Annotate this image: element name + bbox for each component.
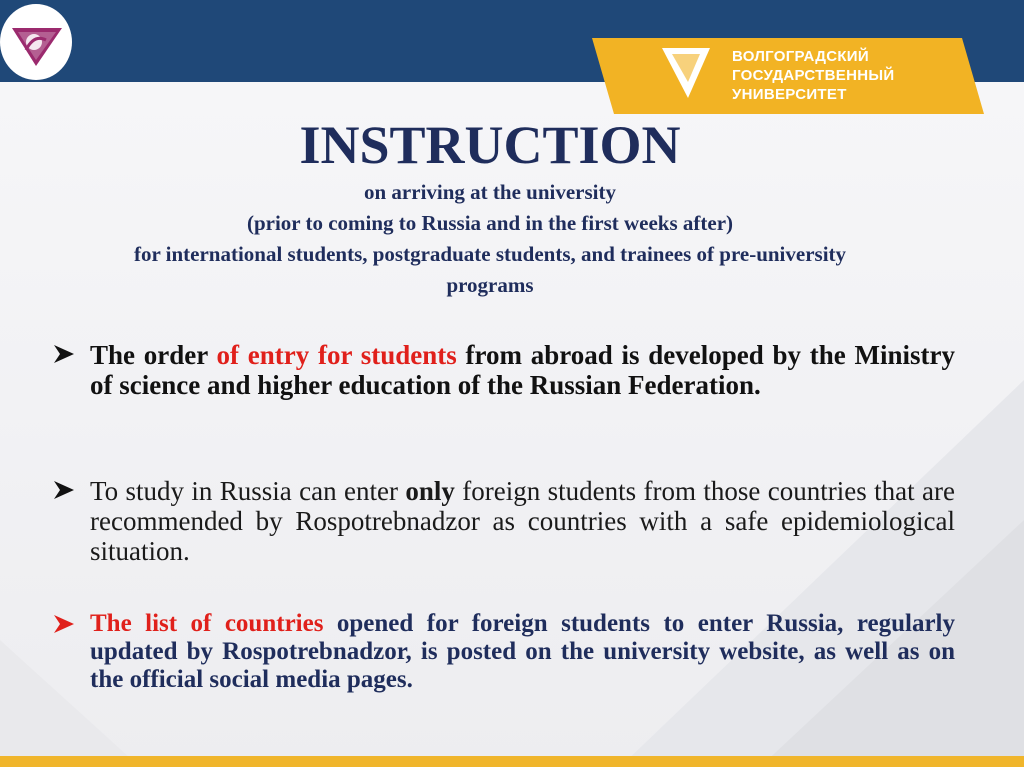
bullet-text-part: from abroad is developed by the Ministry of science and higher education of the Russian Federation. (90, 340, 955, 400)
subtitle-line-1: on arriving at the university (364, 180, 616, 204)
subtitle-line-4: programs (446, 273, 534, 297)
university-name-line-1: ВОЛГОГРАДСКИЙ (732, 48, 869, 65)
university-name-line-3: УНИВЕРСИТЕТ (732, 86, 847, 103)
bullet-text-part: To study in Russia can enter (90, 476, 406, 506)
highlight-entry-for-students: of entry for students (216, 340, 457, 370)
bullet-text-part: opened for foreign students to enter Russia, regularly updated by Rospotrebnadzor, is posted on the university website, as well as on the official social media pages. (90, 610, 955, 693)
bullet-text-part: foreign students from those countries that are recommended by Rospotrebnadzor as countries with a safe epidemiological situation. (90, 476, 955, 566)
arrow-bullet-red-icon (50, 612, 78, 636)
emphasis-only: only (405, 476, 455, 506)
bullet-text-part: The order (90, 340, 217, 370)
bullet-item-safe-countries (50, 476, 955, 566)
university-name (732, 47, 972, 104)
university-name-line-2: ГОСУДАРСТВЕННЫЙ (732, 67, 895, 84)
bullet-text (90, 340, 955, 400)
highlight-list-of-countries: The list of countries (90, 610, 324, 637)
arrow-bullet-icon (50, 478, 78, 502)
footer-bar (0, 756, 1024, 767)
bullet-item-country-list (50, 610, 955, 694)
bullet-item-entry-order (50, 340, 955, 400)
page-title: INSTRUCTION (299, 115, 681, 175)
arrow-bullet-icon (50, 342, 78, 366)
subtitle-line-2: (prior to coming to Russia and in the first weeks after) (246, 211, 734, 235)
title-block (30, 113, 950, 301)
subtitle-line-3: for international students, postgraduate students, and trainees of pre-university (133, 242, 847, 266)
bullet-text (90, 476, 955, 566)
volsu-emblem-icon (0, 4, 74, 82)
bullet-text (90, 610, 955, 694)
